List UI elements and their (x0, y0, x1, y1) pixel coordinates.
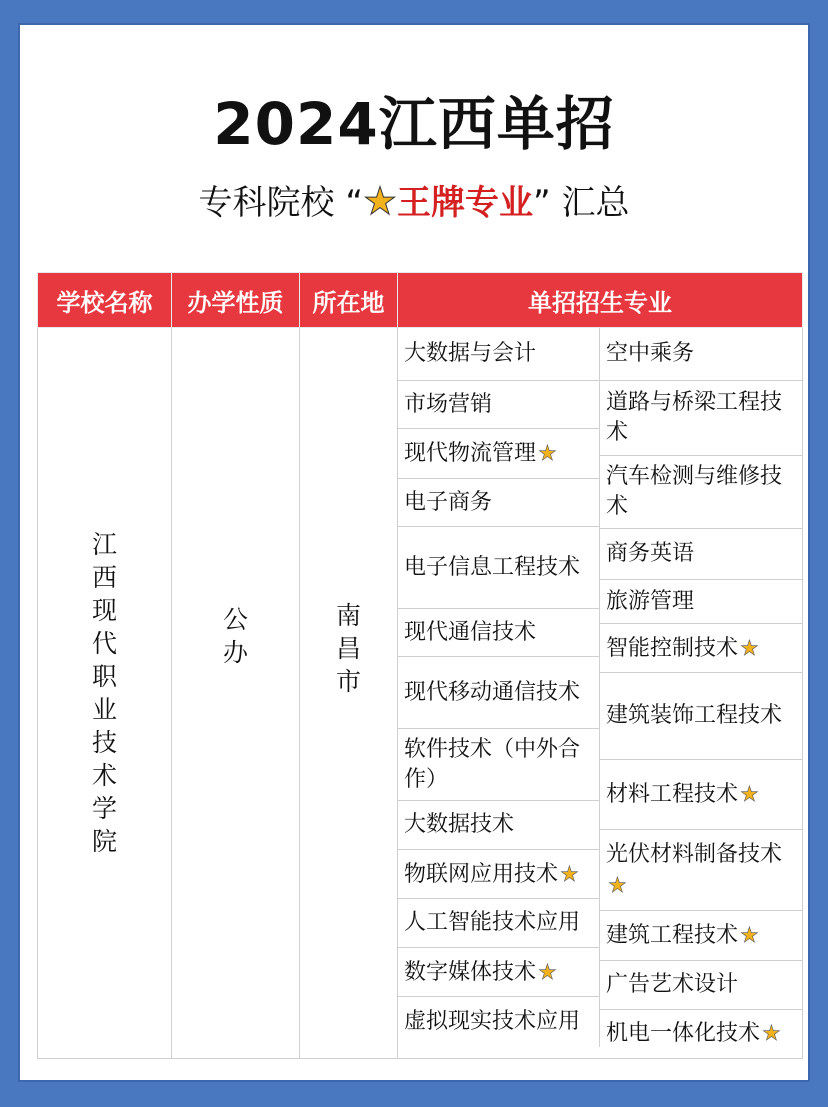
major-name: 空中乘务 (606, 341, 695, 366)
major-item (398, 801, 599, 850)
star-icon: ★ (740, 782, 759, 806)
vertical-char: 院 (91, 827, 117, 856)
location-cell (300, 328, 398, 1059)
vertical-char: 办 (222, 638, 248, 667)
major-item (398, 527, 599, 609)
star-icon: ★ (538, 441, 557, 465)
major-name: 商务英语 (606, 541, 695, 566)
major-item (398, 948, 599, 997)
major-name: 旅游管理 (606, 588, 695, 614)
major-item (600, 529, 802, 580)
major-name: 物联网应用技术★ (404, 861, 579, 887)
star-icon: ★ (740, 635, 759, 660)
major-item (600, 624, 802, 673)
major-item (398, 729, 599, 801)
school-cell (38, 328, 172, 1059)
nature-cell (172, 328, 300, 1059)
header-school-name: 学校名称 (38, 273, 172, 328)
vertical-char: 代 (91, 629, 117, 658)
star-icon: ★ (740, 923, 759, 947)
school-name (38, 528, 171, 858)
major-name: 智能控制技术★ (606, 635, 759, 661)
header-location: 所在地 (300, 273, 398, 328)
major-name: 现代物流管理★ (404, 441, 557, 466)
major-name: 机电一体化技术★ (606, 1021, 781, 1046)
major-name: 汽车检测与维修技术 (606, 464, 783, 519)
major-item (600, 961, 802, 1010)
major-name: 光伏材料制备技术★ (606, 841, 783, 897)
majors-column-right (600, 328, 802, 1057)
poster-card (20, 25, 808, 1080)
major-name: 人工智能技术应用 (404, 910, 581, 935)
school-nature (172, 603, 299, 669)
majors-column-left (398, 328, 600, 1047)
vertical-char: 西 (91, 563, 117, 592)
star-icon: ★ (762, 1021, 781, 1045)
major-name: 建筑装饰工程技术 (606, 703, 783, 728)
vertical-char: 术 (91, 761, 117, 790)
major-name: 建筑工程技术★ (606, 923, 759, 948)
vertical-char: 公 (222, 605, 248, 634)
major-item (600, 1010, 802, 1057)
major-item (600, 381, 802, 456)
star-icon: ★ (608, 872, 627, 897)
major-name: 现代通信技术 (404, 619, 537, 645)
page-title: 2024江西单招 (213, 90, 615, 158)
majors-table (37, 272, 803, 1059)
major-item (600, 580, 802, 624)
major-item (398, 899, 599, 948)
major-item (600, 760, 802, 830)
majors-cell (398, 328, 803, 1059)
major-item (398, 850, 599, 899)
major-name: 电子商务 (404, 489, 493, 515)
major-item (398, 609, 599, 657)
star-icon: ★ (538, 959, 557, 984)
subtitle-highlight: 王牌专业 (397, 183, 534, 223)
subtitle-suffix: ” 汇总 (533, 183, 630, 223)
subtitle-prefix: 专科院校 “ (198, 183, 363, 223)
major-item (398, 997, 599, 1047)
vertical-char: 业 (91, 695, 117, 724)
star-icon: ★ (362, 179, 398, 223)
major-item (600, 673, 802, 760)
school-location (300, 599, 397, 698)
vertical-char: 现 (91, 596, 117, 625)
major-item (398, 328, 599, 381)
major-name: 数字媒体技术★ (404, 959, 557, 985)
major-item (398, 657, 599, 729)
table-header-row (38, 273, 803, 328)
major-name: 广告艺术设计 (606, 972, 739, 997)
star-icon: ★ (560, 861, 579, 886)
vertical-char: 江 (91, 530, 117, 559)
major-item (600, 456, 802, 529)
major-name: 材料工程技术★ (606, 782, 759, 807)
major-item (398, 429, 599, 479)
header-majors: 单招招生专业 (398, 273, 803, 328)
major-item (398, 479, 599, 527)
major-item (398, 381, 599, 429)
vertical-char: 学 (91, 794, 117, 823)
vertical-char: 技 (91, 728, 117, 757)
major-item (600, 911, 802, 961)
page-subtitle (20, 175, 808, 224)
header-nature: 办学性质 (172, 273, 300, 328)
vertical-char: 市 (335, 666, 361, 696)
major-item (600, 830, 802, 911)
vertical-char: 南 (335, 600, 361, 630)
major-name: 市场营销 (404, 391, 493, 417)
major-name: 软件技术（中外合作） (404, 736, 581, 792)
vertical-char: 昌 (335, 633, 361, 663)
major-name: 大数据与会计 (404, 341, 537, 366)
major-name: 虚拟现实技术应用 (404, 1009, 581, 1034)
table-row (38, 328, 803, 1059)
vertical-char: 职 (91, 662, 117, 691)
major-name: 道路与桥梁工程技术 (606, 390, 783, 445)
major-name: 现代移动通信技术 (404, 679, 581, 705)
major-name: 电子信息工程技术 (404, 554, 581, 580)
major-item (600, 328, 802, 381)
major-name: 大数据技术 (404, 812, 515, 837)
